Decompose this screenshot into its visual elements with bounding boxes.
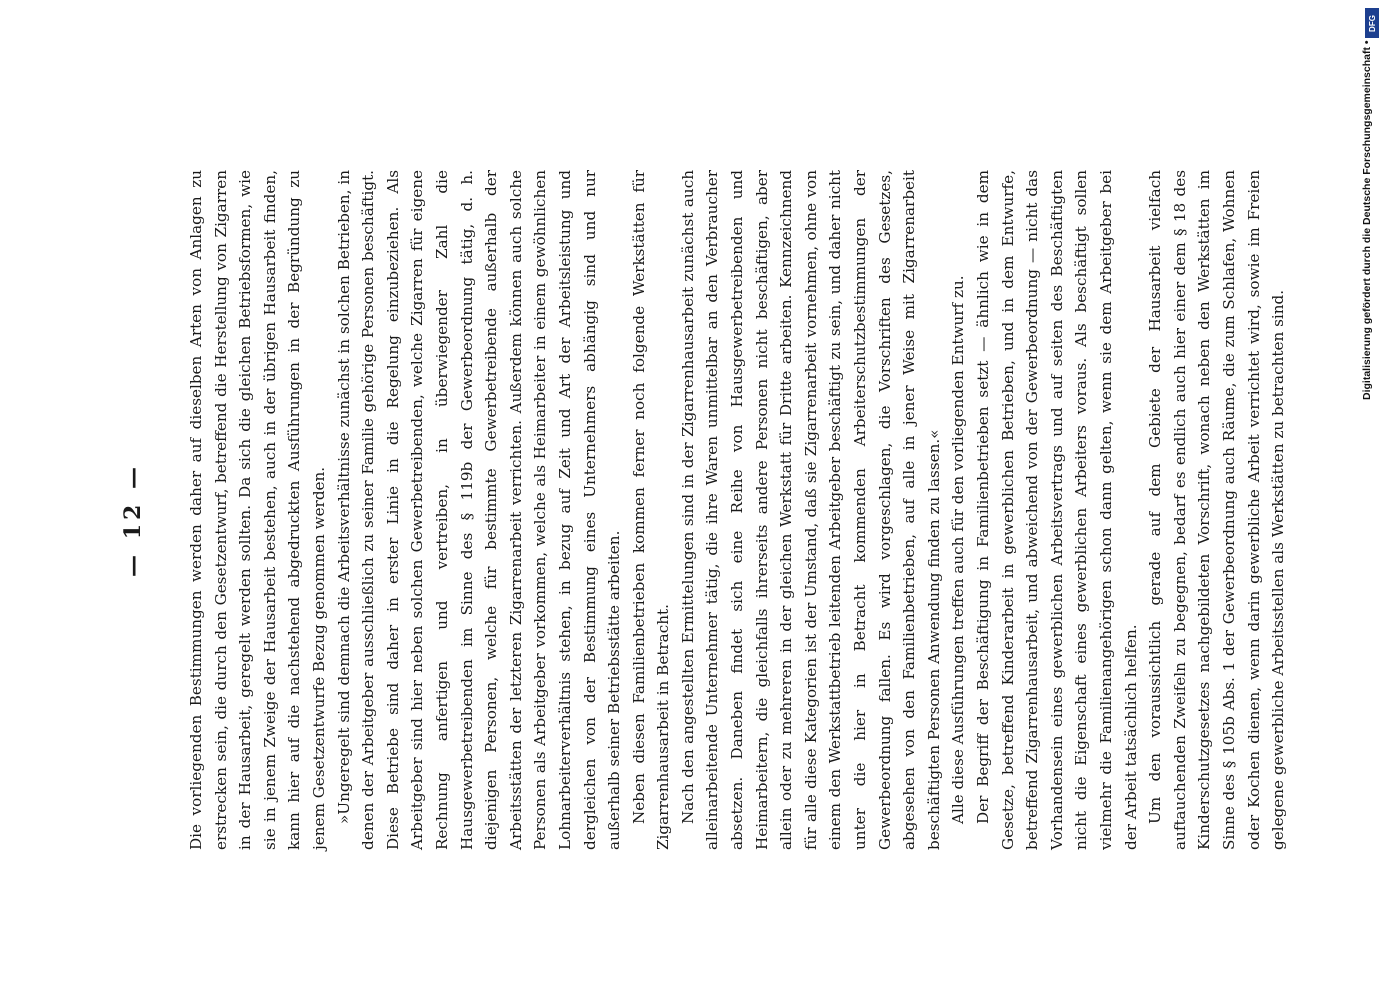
dfg-logo-icon: DFG bbox=[1365, 8, 1379, 38]
page-number: — 12 — bbox=[120, 463, 146, 577]
paragraph-4: Nach den angestellten Ermittelungen sind in der Zigarrenhausarbeit zunächst auch alleinarbeitende Unternehmer tätig, die ihre Waren unmittelbar an den Verbraucher absetzen. Daneben findet sich eine Reihe von Hausgewerbetreibenden und Heimarbeitern, die gleichfalls ihrerseits andere Personen nicht beschäftigen, aber allein oder zu mehreren in der gleichen Werkstatt für Dritte arbeiten. Kennzeichnend für alle diese Kategorien ist der Umstand, daß sie Zigarrenarbeit vornehmen, ohne von einem den Werkstattbetrieb leitenden Arbeitgeber beschäftigt zu sein, und daher nicht unter die hier in Betracht kommenden Arbeiterschutzbestimmungen der Gewerbeordnung fallen. Es wird vorgeschlagen, die Vorschriften des Gesetzes, abgesehen von den Familienbetrieben, auf alle in jener Weise mit Zigarrenarbeit beschäftigten Personen Anwendung finden zu lassen.« bbox=[678, 170, 943, 850]
paragraph-3: Neben diesen Familienbetrieben kommen ferner noch folgende Werkstätten für Zigarrenhausarbeit in Betracht. bbox=[629, 170, 673, 850]
digitization-note bbox=[1355, 8, 1379, 408]
paragraph-6: Der Begriff der Beschäftigung in Familienbetrieben setzt — ähnlich wie in dem Gesetze, betreffend Kinderarbeit in gewerblichen Betrieben, und in dem Entwurfe, betreffend Zigarrenhausarbeit, und abweichend von der Gewerbeordnung — nicht das Vorhandensein eines gewerblichen Arbeitsvertrags und auf seiten des Beschäftigten nicht die Eigenschaft eines gewerblichen Arbeiters voraus. Als beschäftigt sollen vielmehr die Familienangehörigen schon dann gelten, wenn sie dem Arbeitgeber bei der Arbeit tatsächlich helfen. bbox=[974, 170, 1140, 850]
page-content bbox=[120, 170, 1288, 850]
digitization-note-text: Digitalisierung gefördert durch die Deutsche Forschungsgemeinschaft • bbox=[1361, 40, 1373, 400]
paragraph-5: Alle diese Ausführungen treffen auch für den vorliegenden Entwurf zu. bbox=[949, 275, 968, 824]
paragraph-1: Die vorliegenden Bestimmungen werden daher auf dieselben Arten von Anlagen zu erstrecken sein, die durch den Gesetzentwurf, betreffend die Herstellung von Zigarren in der Hausarbeit, geregelt werden sollten. Da sich die gleichen Betriebsformen, wie sie in jenem Zweige der Hausarbeit bestehen, auch in der übrigen Hausarbeit finden, kann hier auf die nachstehend abgedruckten Ausführungen in der Begründung zu jenem Gesetzentwurfe Bezug genommen werden. bbox=[187, 170, 328, 850]
paragraph-2: »Ungeregelt sind demnach die Arbeitsverhältnisse zunächst in solchen Betrieben, in denen der Arbeitgeber ausschließlich zu seiner Familie gehörige Personen beschäftigt. Diese Betriebe sind daher in erster Linie in die Regelung einzubeziehen. Als Arbeitgeber sind hier neben solchen Gewerbetreibenden, welche Zigarren für eigene Rechnung anfertigen und vertreiben, in überwiegender Zahl die Hausgewerbetreibenden im Sinne des § 119b der Gewerbeordnung tätig, d. h. diejenigen Personen, welche für bestimmte Gewerbetreibende außerhalb der Arbeitsstätten der letzteren Zigarrenarbeit verrichten. Außerdem können auch solche Personen als Arbeitgeber vorkommen, welche als Heimarbeiter in einem gewöhnlichen Lohnarbeiterverhältnis stehen, in bezug auf Zeit und Art der Arbeitsleistung und dergleichen von der Bestimmung eines Unternehmers abhängig sind und nur außerhalb seiner Betriebsstätte arbeiten. bbox=[334, 170, 624, 850]
rotated-document-page bbox=[120, 170, 1288, 850]
paragraph-7: Um den voraussichtlich gerade auf dem Gebiete der Hausarbeit vielfach auftauchenden Zweifeln zu begegnen, bedarf es endlich auch hier einer dem § 18 des Kinderschutzgesetzes nachgebildeten Vorschrift, wonach neben den Werkstätten im Sinne des § 105b Abs. 1 der Gewerbeordnung auch Räume, die zum Schlafen, Wohnen oder Kochen dienen, wenn darin gewerbliche Arbeit verrichtet wird, sowie im Freien gelegene gewerbliche Arbeitsstellen als Werkstätten zu betrachten sind. bbox=[1146, 170, 1288, 850]
